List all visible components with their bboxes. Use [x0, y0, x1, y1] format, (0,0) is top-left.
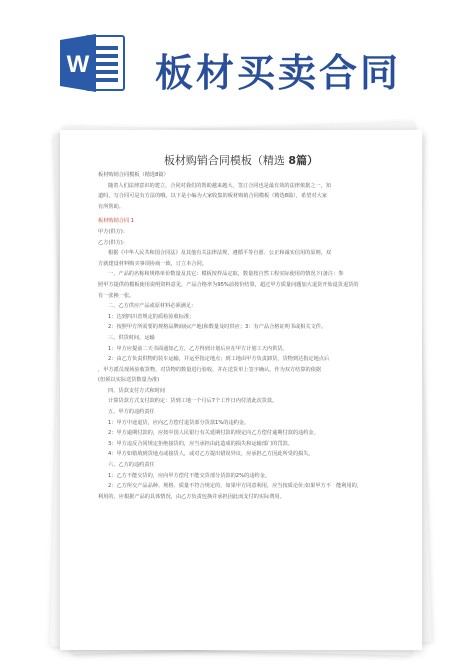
document-line: 3：甲方违反合同规定拒绝接货的，应当承担由此造成的损失和运输部门的罚款。 [108, 440, 293, 447]
document-body [98, 170, 390, 502]
document-line: 三、供货时间，运输 [108, 334, 155, 341]
document-page [60, 130, 422, 650]
document-line: 利用的，应根据产品的具体情况，由乙方负责包换并承担因此而支付的实际费用。 [98, 493, 285, 500]
document-line: 根据《中华人民共和国合同法》及其他有关法律法规，遵循平等自愿、公正和诚实信用的原则，双 [108, 250, 332, 257]
banner-title: 板材买卖合同 [155, 51, 402, 95]
document-line: 甲方(供方)： [98, 228, 128, 235]
section-heading: 板材购销合同 1 [98, 218, 135, 225]
document-line: 一、产品的名称和规格单价数量及其它：模板按样品定取，数量按自然工程实际使用的情况下(备注：参 [108, 271, 344, 278]
document-line: 1：甲方中途退货，应向乙方偿付退货部分货款1%的违约金。 [108, 419, 250, 426]
document-line: 道吗，写合同可是有方法的哦。以下是小编为大家收集的板材购销合同模板（精选8篇），希望对大家 [98, 193, 327, 200]
word-document-icon [60, 32, 126, 94]
document-line: 有所帮助。 [98, 203, 124, 210]
document-line: 乙方(供方)： [98, 239, 128, 246]
document-line: 五、甲方的违约责任 [108, 409, 155, 416]
document-line: 照甲方提供的模板使用说明资料意见，产品合格率为95%前按价结算，超过甲方质量问题加大退货开始退货退货的 [98, 281, 359, 288]
document-line: ，甲方派员现场验收货物，对货物的数量进行验收，并在送货单上签字确认，作为双方结算的依据 [98, 366, 322, 373]
document-title [60, 152, 422, 168]
logo-letter: W [66, 51, 90, 78]
banner-header [0, 0, 474, 125]
document-line: 1：达到四川省规定的质检验收标准； [108, 313, 195, 320]
document-line: 有一张换一张。 [98, 292, 135, 299]
document-line: 4：甲方如错填到货地点或接货人，或对乙方提出错误异议，应承担乙方因此所受的损失。 [108, 451, 314, 458]
document-line: 六、乙方的违约责任 [108, 462, 155, 469]
document-line: 2：由乙方负责供物的装车运输，并运至指定地点；到工地由甲方负责卸货，货物到达指定地点后 [108, 356, 330, 363]
document-line: 四、货款支付方式和时间 [108, 387, 166, 394]
document-line: 计算货款方式支付款约定：货到工地一个月后7个工作日内付清此次货款。 [108, 398, 278, 405]
document-line: 2：乙方所交产品品种、规格、质量不符合规定的，如果甲方同意利用，应当按质论价;如果甲方不 能利用的， [108, 483, 363, 490]
document-line: 随着人们法律意识的建立，合同对我们的帮助越来越大，签订合同也是最有效的法律依据之一，知 [108, 182, 332, 189]
document-line: 2：甲方逾期付款的，应按中国人民银行有关延期付款的规定向乙方偿付逾期付款的违约金。 [108, 430, 319, 437]
document-title-count: 8篇） [288, 154, 319, 167]
document-line: 方就建设材料购买事项协商一致，订立本合同。 [98, 260, 207, 267]
document-line: 2：按照甲方所需要的规格品牌商标(产地)和数量及时供应；3：有产品合格证明书或相关文件。 [108, 324, 327, 331]
document-line: 1：乙方不能交货的，应向甲方偿付不能交货部分货款的2%的违约金。 [108, 472, 270, 479]
document-line: (但须以实际送货数量为准) [98, 377, 160, 384]
document-line: 板材购销合同模板（精选8篇） [98, 172, 169, 178]
document-line: 二、乙方供应产品或原材料必须满足： [108, 303, 197, 310]
document-line: 1：甲方应提前二天书面通知乙方，乙方得到计划后应在甲方计划工天内供货。 [108, 345, 288, 352]
document-title-text: 板材购销合同模板（精选 [163, 154, 285, 167]
